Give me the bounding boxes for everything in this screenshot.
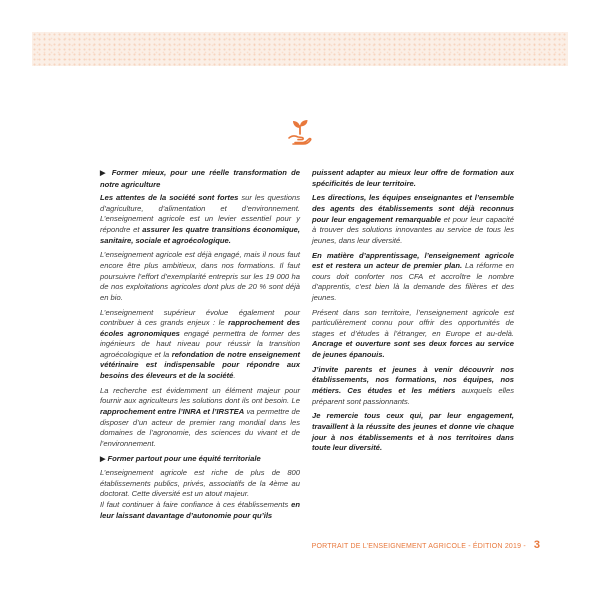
paragraph <box>312 168 514 189</box>
emphasis: En matière d’apprentissage, l’enseignement agricole est et restera un acteur de premier plan. <box>312 250 514 271</box>
page-footer <box>312 539 540 551</box>
text: La recherche est évidemment un élément majeur pour fournir aux agriculteurs les solutions dont ils ont besoin. Le <box>100 385 300 406</box>
paragraph <box>312 308 514 361</box>
left-text-column <box>100 168 300 521</box>
text: Il faut continuer à faire confiance à ces établissements <box>100 499 292 509</box>
paragraph <box>100 308 300 382</box>
heading-arrow-icon: ▶ <box>100 455 106 463</box>
paragraph <box>312 193 514 246</box>
emphasis: rapprochement entre l’INRA et l’IRSTEA <box>100 407 245 417</box>
emphasis: Ancrage et ouverture sont ses deux forces au service de jeunes épanouis. <box>312 339 514 360</box>
text: . <box>233 371 236 381</box>
emphasis: en leur laissant davantage d’autonomie pour qu’ils <box>100 499 300 520</box>
paragraph <box>100 193 300 246</box>
emphasis: Les attentes de la société sont fortes <box>100 193 239 203</box>
paragraph <box>312 365 514 407</box>
section-heading-territorial-equity <box>100 454 300 466</box>
paragraph: L’enseignement agricole est déjà engagé, mais il nous faut encore être plus ambitieux, dans nos formations. Il faut poursuivre l’effort d’exemplarité entrepris sur les 19 000 ha de nos exploitations agricoles dont plus de 20 % sont déjà en bio. <box>100 250 300 302</box>
paragraph <box>100 386 300 450</box>
page-number: 3 <box>533 539 540 551</box>
footer-publication-title: PORTRAIT DE L’ENSEIGNEMENT AGRICOLE - ÉDITION 2019 - <box>311 543 526 550</box>
heading-arrow-icon: ▶ <box>100 170 108 177</box>
text: va permettre de disposer d’un acteur de premier rang mondial dans les domaines de l’agronomie, des sciences du vivant et de l’environnement. <box>100 407 300 448</box>
heading-text: Former mieux, pour une réelle transformation de notre agriculture <box>100 168 300 189</box>
text: auxquels elles préparent sont passionnants. <box>312 386 514 406</box>
emphasis: rapprochement des écoles agronomiques <box>100 318 300 338</box>
emphasis: Les directions, les équipes enseignantes et l’ensemble des agents des établissements sont déjà reconnus pour leur engagement remarquable <box>312 193 514 224</box>
right-text-column <box>312 168 514 458</box>
paragraph <box>312 251 514 304</box>
text: Présent dans son territoire, l’enseignement agricole est particulièrement connu pour offrir des opportunités de stages et d’études à l’étranger, en Europe et au-delà. <box>312 307 514 338</box>
text: engagé permettra de former des ingénieurs de haut niveau pour réussir la transition agroécologique et la <box>100 328 300 359</box>
emphasis: Je remercie tous ceux qui, par leur engagement, travaillent à la réussite des jeunes et donne vie chaque jour à nos établissements et à nos territoires dans toute leur diversité. <box>312 411 514 453</box>
section-heading-train-better <box>100 168 300 190</box>
heading-text: Former partout pour une équité territoriale <box>107 453 261 463</box>
text: L’enseignement agricole est riche de plus de 800 établissements publics, privés, associatifs de la 4ème au doctorat. Cette diversité est un atout majeur. <box>100 468 300 499</box>
paragraph <box>100 468 300 521</box>
text: sur les questions d’agriculture, d’alimentation et d’environnement. L’enseignement agricole est un levier essentiel pour y répondre et <box>100 193 300 234</box>
emphasis: refondation de notre enseignement vétérinaire est indispensable pour répondre aux besoins des éleveurs et de la société <box>100 349 300 381</box>
decorative-header-band <box>32 32 568 66</box>
emphasis: J’invite parents et jeunes à venir découvrir nos établissements, nos formations, nos équipes, nos métiers. Ces études et les métiers <box>312 364 514 396</box>
hand-with-sprout-icon <box>287 117 313 145</box>
emphasis: puissent adapter au mieux leur offre de formation aux spécificités de leur territoire. <box>312 168 514 188</box>
text: La réforme en cours doit conforter nos CFA et accroître le nombre d’apprentis, c’est bien là la demande des filières et des jeunes. <box>312 261 514 302</box>
paragraph <box>312 411 514 453</box>
emphasis: assurer les quatre transitions économique, sanitaire, sociale et agroécologique. <box>100 224 300 245</box>
text: et pour leur capacité à trouver des solutions innovantes au service de tous les jeunes, dans leur diversité. <box>312 214 514 245</box>
text: L’enseignement supérieur évolue également pour contribuer à ces grands enjeux : le <box>100 307 300 328</box>
